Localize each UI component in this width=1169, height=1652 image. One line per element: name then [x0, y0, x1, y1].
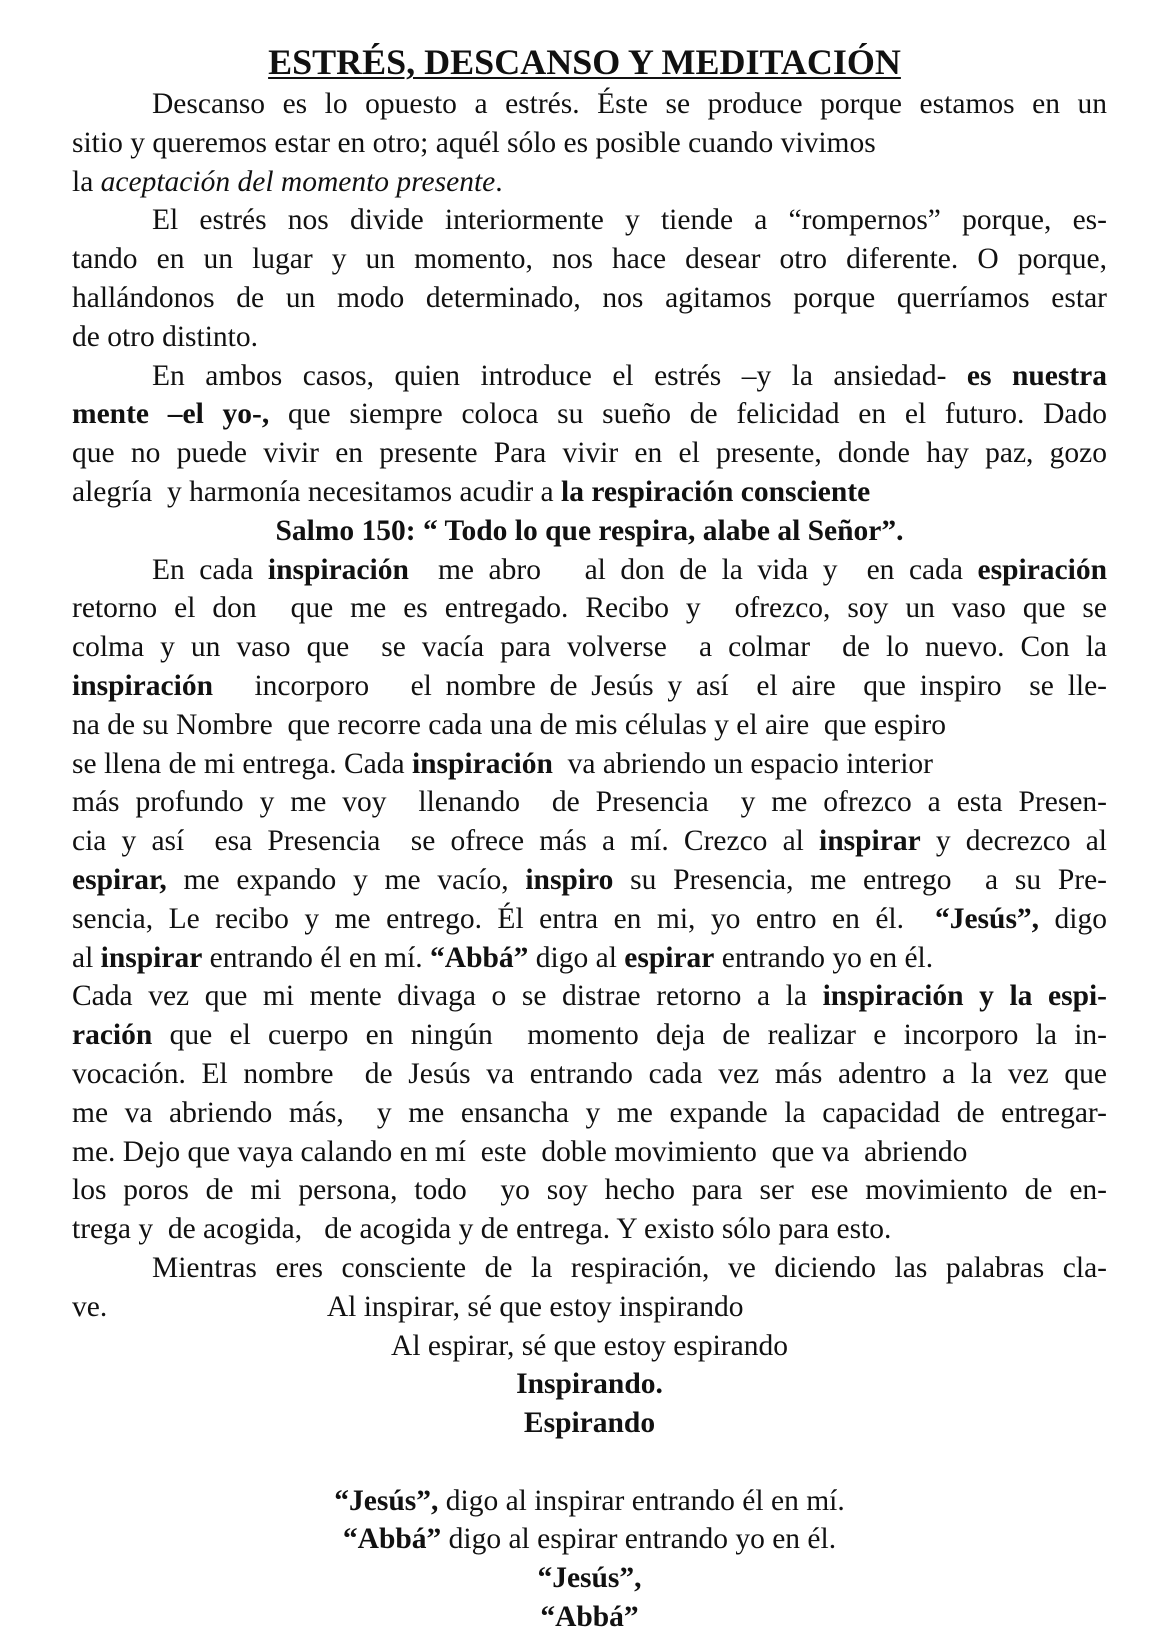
text-line [72, 1249, 1107, 1288]
text-run: se llena de mi entrega. Cada [72, 747, 412, 780]
bold-text: es nuestra [966, 359, 1107, 392]
text-run: entrando yo en él. [714, 941, 934, 974]
text-run: más profundo y me voy llenando de Presencia y me ofrezco a esta Presen- [72, 786, 1107, 819]
text-line [72, 1133, 1107, 1172]
bold-text: ración [72, 1019, 153, 1052]
text-run: vocación. El nombre de Jesús va entrando cada vez más adentro a la vez que [72, 1057, 1107, 1090]
bold-text: espirar [624, 941, 715, 974]
document-body [72, 85, 1107, 1637]
text-line [72, 512, 1107, 551]
text-line [72, 1559, 1107, 1598]
text-line [72, 85, 1107, 124]
text-line [72, 977, 1107, 1016]
text-run: Cada vez que mi mente divaga o se distrae retorno a la [72, 980, 823, 1013]
text-line [72, 628, 1107, 667]
text-run: retorno el don que me es entregado. Recibo y ofrezco, soy un vaso que se [72, 592, 1107, 625]
bold-text: “Jesús”, [334, 1484, 439, 1517]
bold-text: “Jesús”, [537, 1562, 642, 1595]
text-line [72, 939, 1107, 978]
text-line [72, 900, 1107, 939]
text-run: trega y de acogida, de acogida y de entrega. Y existo sólo para esto. [72, 1213, 892, 1246]
text-line [72, 551, 1107, 590]
bold-text: la respiración consciente [561, 475, 871, 508]
text-run: na de su Nombre que recorre cada una de mis células y el aire que espiro [72, 708, 946, 741]
text-run: los poros de mi persona, todo yo soy hecho para ser ese movimiento de en- [72, 1174, 1107, 1207]
text-run: En cada [152, 553, 268, 586]
text-run: su Presencia, me entrego a su Pre- [613, 863, 1107, 896]
bold-text: “Abbá” [540, 1601, 639, 1634]
bold-text: Inspirando. [516, 1368, 663, 1401]
text-run: sencia, Le recibo y me entrego. Él entra en mi, yo entro en él. [72, 902, 935, 935]
text-line [72, 1520, 1107, 1559]
text-line [72, 1094, 1107, 1133]
text-line [72, 1365, 1107, 1404]
text-line [72, 1016, 1107, 1055]
text-run: El estrés nos divide interiormente y tiende a “rompernos” porque, es- [152, 204, 1107, 237]
text-run: me va abriendo más, y me ensancha y me expande la capacidad de entregar- [72, 1096, 1107, 1129]
bold-text: “Abbá” [342, 1523, 442, 1556]
bold-text: inspirar [819, 825, 921, 858]
text-run: alegría y harmonía necesitamos acudir a [72, 475, 561, 508]
text-run: que el cuerpo en ningún momento deja de realizar e incorporo la in- [152, 1019, 1107, 1052]
text-line [72, 357, 1107, 396]
text-line [72, 667, 1107, 706]
text-line [72, 395, 1107, 434]
text-line [72, 822, 1107, 861]
text-run: sitio y queremos estar en otro; aquél sólo es posible cuando vivimos [72, 126, 876, 159]
text-run: Mientras eres consciente de la respiración, ve diciendo las palabras cla- [152, 1251, 1107, 1284]
bold-text: espirar, [72, 863, 167, 896]
bold-text: “Abbá” [430, 941, 529, 974]
text-line [72, 706, 1107, 745]
text-line [72, 279, 1107, 318]
bold-text: Espirando [523, 1407, 656, 1440]
text-run: me abro al don de la vida y en cada [408, 553, 978, 586]
bold-text: inspiración y la espi- [822, 980, 1107, 1013]
text-line [72, 124, 1107, 163]
italic-text: aceptación del momento presente [100, 165, 496, 198]
text-line [72, 1288, 1107, 1327]
text-run: hallándonos de un modo determinado, nos agitamos porque querríamos estar [72, 281, 1107, 314]
text-run: digo al [528, 941, 625, 974]
text-run: colma y un vaso que se vacía para volverse a colmar de lo nuevo. Con la [72, 631, 1107, 664]
bold-text: Salmo 150: “ Todo lo que respira, alabe al Señor”. [275, 514, 904, 547]
bold-text: espiración [977, 553, 1107, 586]
text-run: entrando él en mí. [202, 941, 431, 974]
text-line [72, 783, 1107, 822]
text-run: digo al espirar entrando yo en él. [441, 1523, 837, 1556]
bold-text: inspiración [411, 747, 553, 780]
blank-line [72, 1443, 1107, 1482]
text-run: que siempre coloca su sueño de felicidad en el futuro. Dado [269, 398, 1107, 431]
text-line [72, 745, 1107, 784]
text-line [72, 473, 1107, 512]
text-run: va abriendo un espacio interior [552, 747, 934, 780]
text-run: al [72, 941, 101, 974]
text-run: digo al inspirar entrando él en mí. [438, 1484, 845, 1517]
text-line [72, 434, 1107, 473]
text-line [72, 861, 1107, 900]
text-line [72, 240, 1107, 279]
text-line [72, 1171, 1107, 1210]
text-run: ve. Al inspirar, sé que estoy inspirando [72, 1290, 744, 1323]
text-run: la [72, 165, 101, 198]
bold-text: “Jesús”, [934, 902, 1040, 935]
text-run: y decrezco al [920, 825, 1107, 858]
text-line [72, 201, 1107, 240]
text-line [72, 1404, 1107, 1443]
text-line [72, 318, 1107, 357]
text-run: . [495, 165, 503, 198]
text-line [72, 163, 1107, 202]
text-run: me. Dejo que vaya calando en mí este doble movimiento que va abriendo [72, 1135, 968, 1168]
bold-text: mente –el yo-, [72, 398, 270, 431]
text-run: En ambos casos, quien introduce el estrés –y la ansiedad- [152, 359, 967, 392]
text-line [72, 1482, 1107, 1521]
text-line [72, 1210, 1107, 1249]
bold-text: inspiración [72, 669, 213, 702]
document-title: ESTRÉS, DESCANSO Y MEDITACIÓN [268, 42, 901, 82]
text-line [72, 1327, 1107, 1366]
text-run: Descanso es lo opuesto a estrés. Éste se produce porque estamos en un [152, 88, 1107, 120]
bold-text: inspiración [267, 553, 409, 586]
bold-text: inspirar [100, 941, 203, 974]
text-run: Al espirar, sé que estoy espirando [391, 1329, 788, 1362]
text-run: que no puede vivir en presente Para vivir en el presente, donde hay paz, gozo [72, 437, 1107, 470]
text-run: incorporo el nombre de Jesús y así el aire que inspiro se lle- [212, 669, 1107, 702]
text-run: tando en un lugar y un momento, nos hace desear otro diferente. O porque, [72, 243, 1107, 276]
text-run: de otro distinto. [72, 320, 259, 353]
text-run: cia y así esa Presencia se ofrece más a mí. Crezco al [72, 825, 820, 858]
text-line [72, 1598, 1107, 1637]
text-line [72, 1055, 1107, 1094]
bold-text: inspiro [525, 863, 614, 896]
text-run: me expando y me vacío, [166, 863, 526, 896]
text-line [72, 589, 1107, 628]
text-run: digo [1039, 902, 1107, 935]
